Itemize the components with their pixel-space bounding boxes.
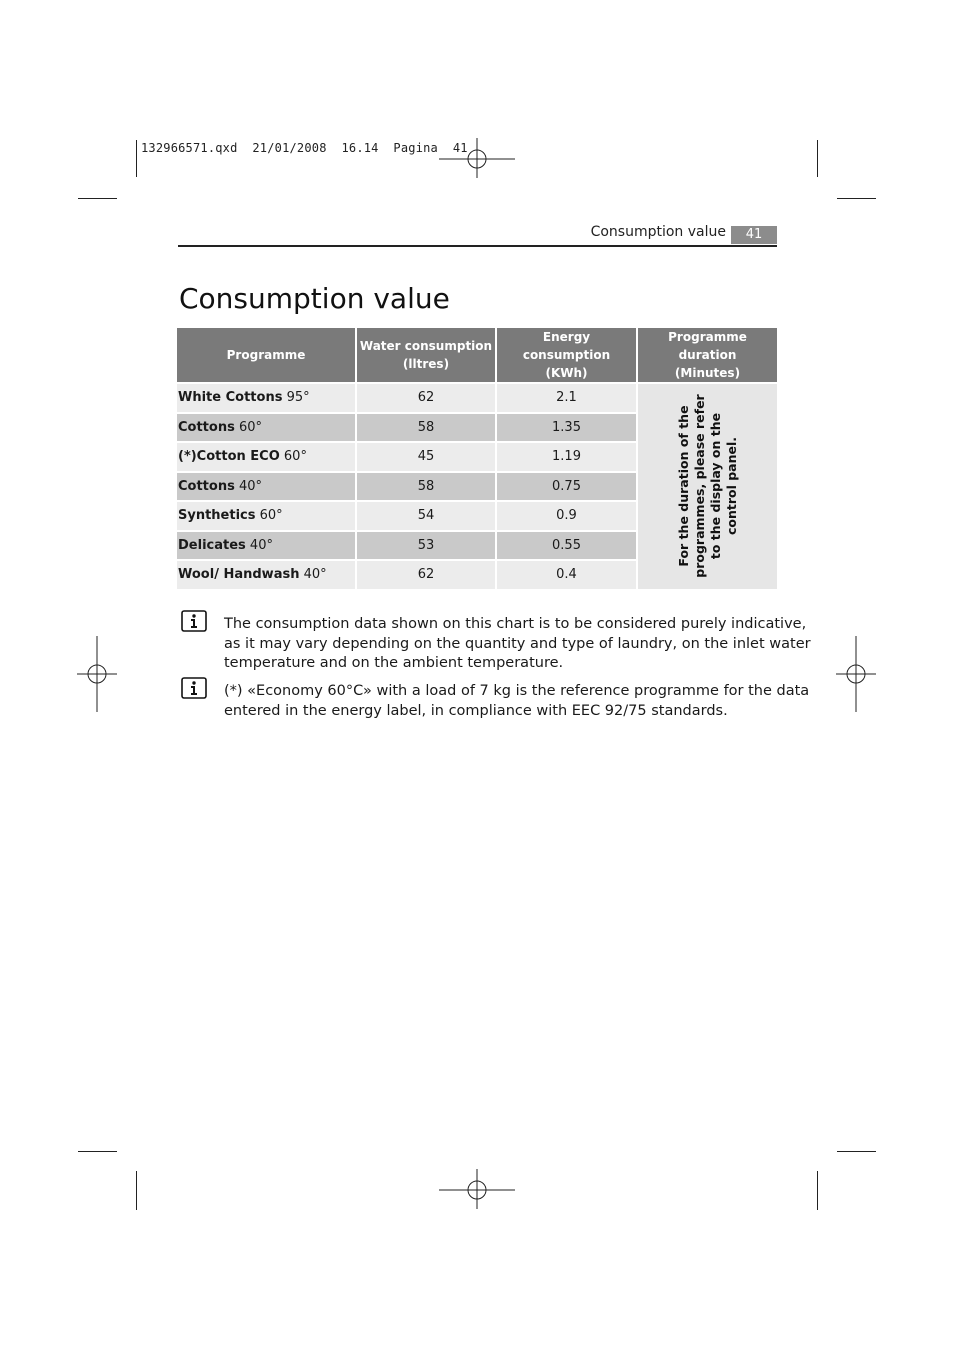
crop-mark (136, 1171, 137, 1210)
note-line: temperature and on the ambient temperature. (224, 655, 564, 671)
consumption-table (177, 328, 777, 591)
programme-cell (177, 472, 356, 502)
table-row (177, 383, 777, 413)
energy-cell: 2.1 (496, 383, 637, 413)
programme-cell (177, 531, 356, 561)
programme-name: (*)Cotton ECO (178, 449, 280, 465)
programme-temp: 60° (238, 419, 263, 435)
programme-temp: 60° (259, 508, 283, 524)
energy-cell: 1.35 (496, 413, 637, 443)
programme-name: White Cottons (178, 390, 283, 406)
header-line: Energy consumption (522, 330, 611, 362)
header-line: Programme (226, 348, 306, 362)
header-programme (177, 328, 356, 383)
header-energy (496, 328, 637, 383)
programme-temp: 40° (303, 567, 327, 583)
header-line: Water consumption (359, 339, 493, 353)
crop-mark (78, 1151, 117, 1152)
water-cell: 58 (356, 413, 496, 443)
note-line: The consumption data shown on this chart is to be considered purely indicative, (224, 616, 807, 632)
info-icon (181, 677, 207, 699)
note-consumption (224, 615, 811, 674)
table-header-row (177, 328, 777, 383)
crop-mark (837, 198, 876, 199)
energy-cell: 0.75 (496, 472, 637, 502)
programme-cell (177, 442, 356, 472)
programme-cell (177, 413, 356, 443)
crop-mark (837, 1151, 876, 1152)
duration-note: For the duration of the programmes, please refer to the display on the control panel. (675, 394, 739, 578)
registration-mark-icon (437, 119, 517, 199)
crop-mark (817, 1171, 818, 1210)
info-icon (181, 610, 207, 632)
programme-name: Delicates (178, 537, 246, 553)
energy-cell: 1.19 (496, 442, 637, 472)
note-economy (224, 682, 809, 721)
programme-temp: 60° (283, 449, 307, 465)
header-line: (KWh) (545, 366, 588, 380)
programme-cell (177, 383, 356, 413)
crop-mark (817, 140, 818, 177)
programme-name: Cottons (178, 478, 235, 494)
header-water (356, 328, 496, 383)
energy-cell: 0.4 (496, 560, 637, 590)
programme-temp: 40° (249, 537, 273, 553)
registration-mark-icon (57, 634, 137, 714)
water-cell: 62 (356, 383, 496, 413)
page-title: Consumption value (179, 282, 450, 315)
header-duration (637, 328, 777, 383)
water-cell: 53 (356, 531, 496, 561)
header-line: (lltres) (402, 357, 450, 371)
printer-slug: 132966571.qxd 21/01/2008 16.14 Pagina 41 (141, 141, 468, 155)
running-header: Consumption value (590, 224, 726, 240)
header-line: (Minutes) (674, 366, 741, 380)
note-line: entered in the energy label, in compliance with EEC 92/75 standards. (224, 702, 728, 719)
registration-mark-icon (816, 634, 896, 714)
header-line: Programme duration (668, 330, 747, 362)
duration-cell (637, 383, 777, 590)
programme-name: Synthetics (178, 508, 256, 524)
programme-cell (177, 501, 356, 531)
note-line: as it may vary depending on the quantity and type of laundry, on the inlet water (224, 635, 811, 652)
water-cell: 58 (356, 472, 496, 502)
crop-mark (78, 198, 117, 199)
programme-name: Wool/ Handwash (178, 567, 300, 583)
water-cell: 45 (356, 442, 496, 472)
water-cell: 54 (356, 501, 496, 531)
programme-cell (177, 560, 356, 590)
crop-mark (136, 140, 137, 177)
energy-cell: 0.9 (496, 501, 637, 531)
note-line: (*) «Economy 60°C» with a load of 7 kg is the reference programme for the data (224, 683, 810, 699)
registration-mark-icon (437, 1150, 517, 1230)
programme-temp: 40° (238, 478, 263, 494)
programme-temp: 95° (286, 390, 310, 406)
water-cell: 62 (356, 560, 496, 590)
programme-name: Cottons (178, 419, 235, 435)
page-number: 41 (731, 226, 777, 244)
energy-cell: 0.55 (496, 531, 637, 561)
header-rule (178, 245, 777, 247)
